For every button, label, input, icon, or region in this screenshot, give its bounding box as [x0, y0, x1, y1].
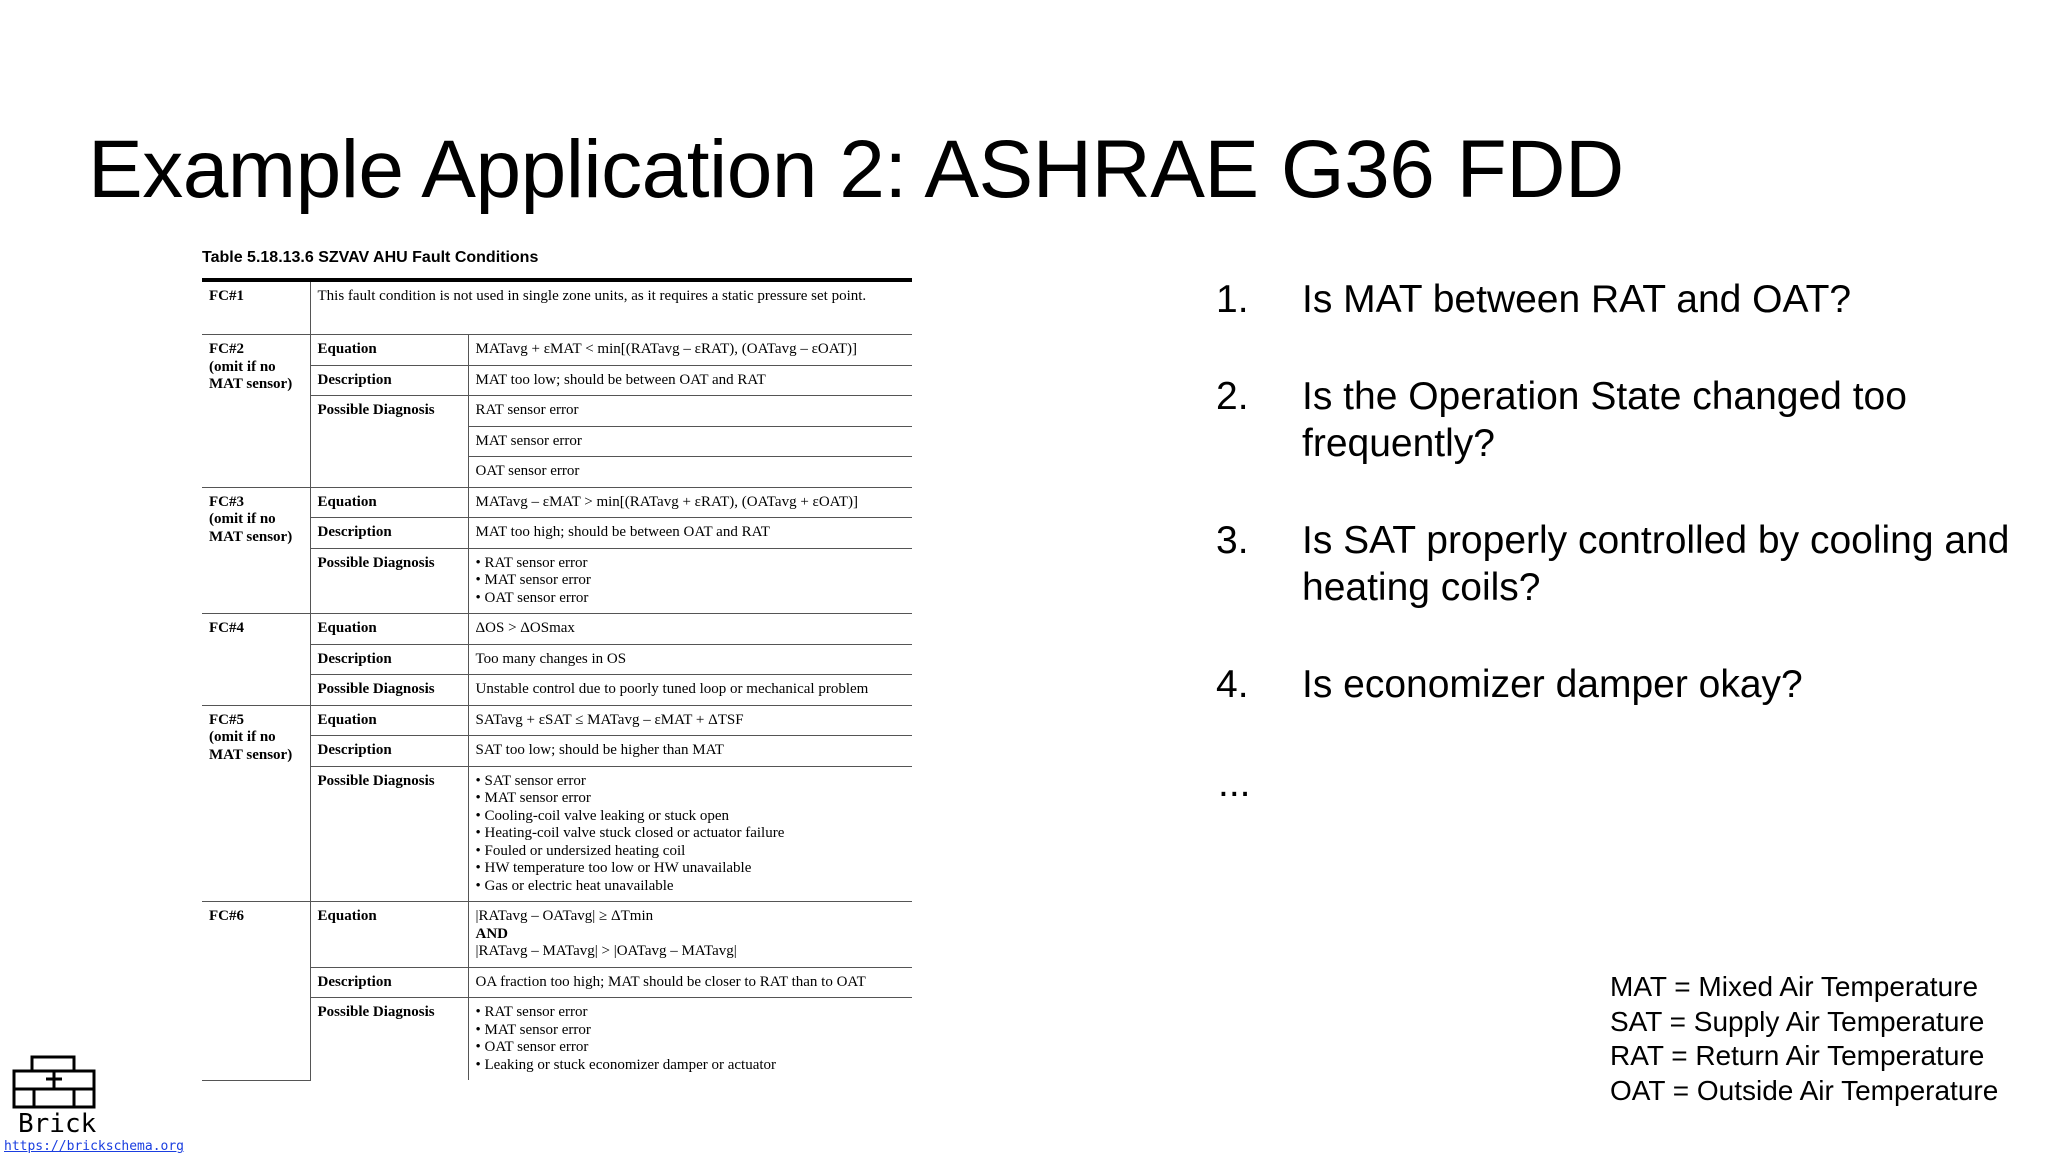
fc1-id: FC#1 — [202, 280, 310, 335]
diagnosis-bullet: • Cooling-coil valve leaking or stuck open — [475, 807, 730, 824]
fc5-description-label: Description — [310, 736, 468, 767]
diagnosis-bullet: • SAT sensor error — [475, 772, 586, 789]
fc6-equation-2: |RATavg – MATavg| > |OATavg – MATavg| — [475, 943, 737, 959]
table-row-fc5-equation — [202, 705, 912, 736]
diagnosis-bullet: • RAT sensor error — [475, 554, 588, 571]
fc4-description-label: Description — [310, 644, 468, 675]
diagnosis-bullet: • Leaking or stuck economizer damper or actuator — [475, 1056, 777, 1073]
more-ellipsis: ... — [1218, 762, 1251, 805]
fc3-description-label: Description — [310, 518, 468, 549]
question-text: Is economizer damper okay? — [1302, 663, 1803, 706]
fc2-id-cell — [202, 335, 310, 488]
fc3-note-1: (omit if no — [209, 511, 276, 527]
fc2-diagnosis-item: OAT sensor error — [468, 457, 912, 488]
fc2-equation: MATavg + εMAT < min[(RATavg – εRAT), (OATavg – εOAT)] — [468, 335, 912, 366]
fc2-note-2: MAT sensor) — [209, 376, 293, 392]
diagnosis-bullet: • MAT sensor error — [475, 1021, 591, 1038]
question-item — [1216, 661, 2016, 708]
brand-name: Brick — [18, 1109, 97, 1139]
fc3-diagnosis-label: Possible Diagnosis — [310, 548, 468, 614]
diagnosis-bullet: • MAT sensor error — [475, 572, 591, 588]
legend-item: RAT = Return Air Temperature — [1610, 1040, 1985, 1071]
fc6-equation-1: |RATavg – OATavg| ≥ ΔTmin — [475, 908, 654, 924]
legend-item: OAT = Outside Air Temperature — [1610, 1074, 1999, 1106]
fc2-note-1: (omit if no — [209, 358, 276, 375]
fc5-equation-label: Equation — [310, 705, 468, 736]
fc2-description-label: Description — [310, 365, 468, 396]
fc3-id: FC#3 — [209, 493, 244, 510]
fc2-description: MAT too low; should be between OAT and RAT — [468, 365, 912, 396]
question-number: 2. — [1216, 375, 1249, 418]
fc3-equation-label: Equation — [310, 487, 468, 518]
table-row-fc4-equation — [202, 614, 912, 645]
fc6-diagnosis — [468, 998, 912, 1081]
fc4-diagnosis-label: Possible Diagnosis — [310, 675, 468, 706]
diagnosis-bullet: • Heating-coil valve stuck closed or actuator failure — [475, 825, 785, 841]
fc4-description: Too many changes in OS — [468, 644, 912, 675]
question-text: Is SAT properly controlled by cooling and heating coils? — [1302, 519, 2010, 609]
table-row-fc2-equation — [202, 335, 912, 366]
fc2-equation-label: Equation — [310, 335, 468, 366]
brand-url-link[interactable]: https://brickschema.org — [4, 1139, 185, 1154]
diagnosis-bullet: • HW temperature too low or HW unavailable — [475, 860, 752, 876]
fc6-equation — [468, 902, 912, 968]
fc2-diagnosis-label: Possible Diagnosis — [310, 396, 468, 488]
abbreviation-legend — [1610, 970, 1998, 1108]
fc5-diagnosis-label: Possible Diagnosis — [310, 766, 468, 902]
question-item — [1216, 276, 2016, 323]
table-row-fc3-equation — [202, 487, 912, 518]
fc3-equation: MATavg – εMAT > min[(RATavg + εRAT), (OATavg + εOAT)] — [468, 487, 912, 518]
fc6-equation-label: Equation — [310, 902, 468, 968]
diagnosis-bullet: • OAT sensor error — [475, 589, 589, 606]
fc4-equation: ΔOS > ΔOSmax — [468, 614, 912, 645]
fc5-id: FC#5 — [209, 711, 244, 728]
fc2-id: FC#2 — [209, 341, 244, 357]
fc2-diagnosis-item: RAT sensor error — [468, 396, 912, 427]
legend-item: SAT = Supply Air Temperature — [1610, 1005, 1985, 1037]
fc1-text: This fault condition is not used in single zone units, as it requires a static pressure set point. — [310, 280, 912, 335]
question-list — [1216, 276, 2016, 758]
diagnosis-bullet: • OAT sensor error — [475, 1039, 589, 1055]
fc5-note-1: (omit if no — [209, 729, 276, 745]
fc6-description-label: Description — [310, 967, 468, 998]
fc5-note-2: MAT sensor) — [209, 746, 293, 763]
fc5-diagnosis — [468, 766, 912, 902]
fc6-description: OA fraction too high; MAT should be closer to RAT than to OAT — [468, 967, 912, 998]
fc6-diagnosis-label: Possible Diagnosis — [310, 998, 468, 1081]
brick-logo-icon — [12, 1055, 98, 1111]
table-caption: Table 5.18.13.6 SZVAV AHU Fault Conditions — [202, 249, 539, 266]
table-row-fc1 — [202, 280, 912, 335]
question-text: Is the Operation State changed too frequently? — [1302, 375, 1907, 465]
fc5-id-cell — [202, 705, 310, 902]
diagnosis-bullet: • MAT sensor error — [475, 790, 591, 806]
fc2-diagnosis-item: MAT sensor error — [468, 426, 912, 457]
fc5-description: SAT too low; should be higher than MAT — [468, 736, 912, 767]
fc3-diagnosis — [468, 548, 912, 614]
fault-conditions-table — [202, 278, 912, 1081]
fc3-description: MAT too high; should be between OAT and RAT — [468, 518, 912, 549]
question-text: Is MAT between RAT and OAT? — [1302, 278, 1852, 321]
diagnosis-bullet: • Fouled or undersized heating coil — [475, 842, 686, 859]
question-item — [1216, 517, 2016, 611]
question-number: 4. — [1216, 663, 1249, 706]
fc5-equation: SATavg + εSAT ≤ MATavg – εMAT + ΔTSF — [468, 705, 912, 736]
fc3-id-cell — [202, 487, 310, 614]
legend-item: MAT = Mixed Air Temperature — [1610, 971, 1979, 1002]
question-number: 3. — [1216, 519, 1249, 562]
fc4-diagnosis: Unstable control due to poorly tuned loop or mechanical problem — [468, 675, 912, 706]
slide-title: Example Application 2: ASHRAE G36 FDD — [88, 124, 1624, 215]
fc6-equation-and: AND — [475, 925, 508, 942]
fc4-equation-label: Equation — [310, 614, 468, 645]
fc4-id: FC#4 — [202, 614, 310, 706]
fc3-note-2: MAT sensor) — [209, 528, 293, 545]
fc6-id: FC#6 — [202, 902, 310, 1081]
diagnosis-bullet: • Gas or electric heat unavailable — [475, 877, 674, 894]
diagnosis-bullet: • RAT sensor error — [475, 1004, 588, 1020]
question-item — [1216, 373, 2016, 467]
table-row-fc6-equation — [202, 902, 912, 968]
question-number: 1. — [1216, 278, 1249, 321]
